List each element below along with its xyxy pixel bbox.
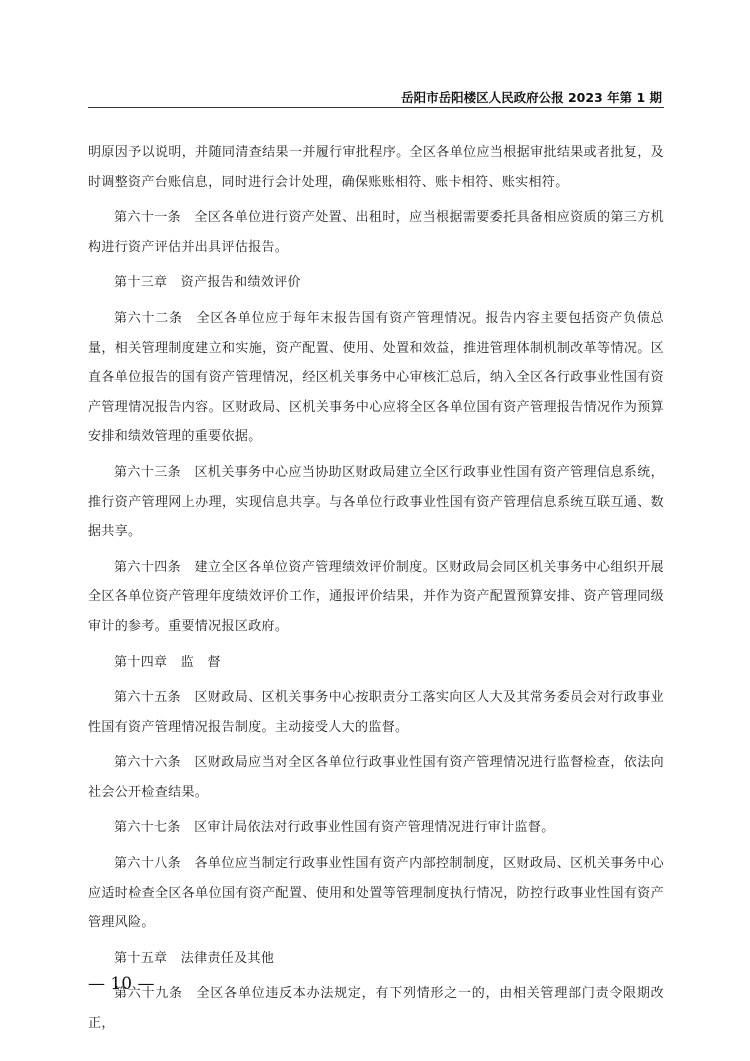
chapter-13-heading: 第十三章 资产报告和绩效评价	[114, 275, 301, 291]
article-66: 第六十六条 区财政局应当对全区各单位行政事业性国有资产管理情况进行监督检查，依法向社会公开检查结果。	[88, 755, 664, 800]
chapter-15-heading: 第十五章 法律责任及其他	[114, 950, 275, 966]
article-62: 第六十二条 全区各单位应于每年末报告国有资产管理情况。报告内容主要包括资产负债总量，相关管理制度建立和实施，资产配置、使用、处置和效益，推进管理体制机制改革等情况。区直各单位报告的国有资产管理情况，经区机关事务中心审核汇总后，纳入全区各行政事业性国有资产管理情况报告内容。区财政局、区机关事务中心应将全区各单位国有资产管理报告情况作为预算安排和绩效管理的重要依据。	[88, 310, 664, 445]
article-63: 第六十三条 区机关事务中心应当协助区财政局建立全区行政事业性国有资产管理信息系统，推行资产管理网上办理，实现信息共享。与各单位行政事业性国有资产管理信息系统互联互通、数据共享。	[88, 464, 664, 540]
article-67: 第六十七条 区审计局依法对行政事业性国有资产管理情况进行审计监督。	[114, 820, 555, 836]
article-65: 第六十五条 区财政局、区机关事务中心按职责分工落实向区人大及其常务委员会对行政事业性国有资产管理情况报告制度。主动接受人大的监督。	[88, 690, 664, 735]
chapter-14-heading: 第十四章 监 督	[114, 654, 221, 670]
page-number: — 10 —	[88, 974, 155, 994]
article-64: 第六十四条 建立全区各单位资产管理绩效评价制度。区财政局会同区机关事务中心组织开展全区各单位资产管理年度绩效评价工作，通报评价结果，并作为资产配置预算安排、资产管理同级审计的参考。重要情况报区政府。	[88, 559, 664, 634]
header-divider	[88, 107, 664, 108]
article-69: 第六十九条 全区各单位违反本办法规定，有下列情形之一的，由相关管理部门责令限期改正，	[88, 986, 664, 1032]
article-68: 第六十八条 各单位应当制定行政事业性国有资产内部控制制度，区财政局、区机关事务中心应适时检查全区各单位国有资产配置、使用和处置等管理制度执行情况，防控行政事业性国有资产管理风险。	[88, 856, 664, 931]
document-body	[88, 138, 664, 1045]
publication-header: 岳阳市岳阳楼区人民政府公报 2023 年第 1 期	[401, 90, 662, 105]
paragraph-continued-text: 明原因予以说明，并随同清查结果一并履行审批程序。全区各单位应当根据审批结果或者批复，及时调整资产台账信息，同时进行会计处理，确保账账相符、账卡相符、账实相符。	[88, 145, 664, 190]
article-61: 第六十一条 全区各单位进行资产处置、出租时，应当根据需要委托具备相应资质的第三方机构进行资产评估并出具评估报告。	[88, 210, 664, 255]
